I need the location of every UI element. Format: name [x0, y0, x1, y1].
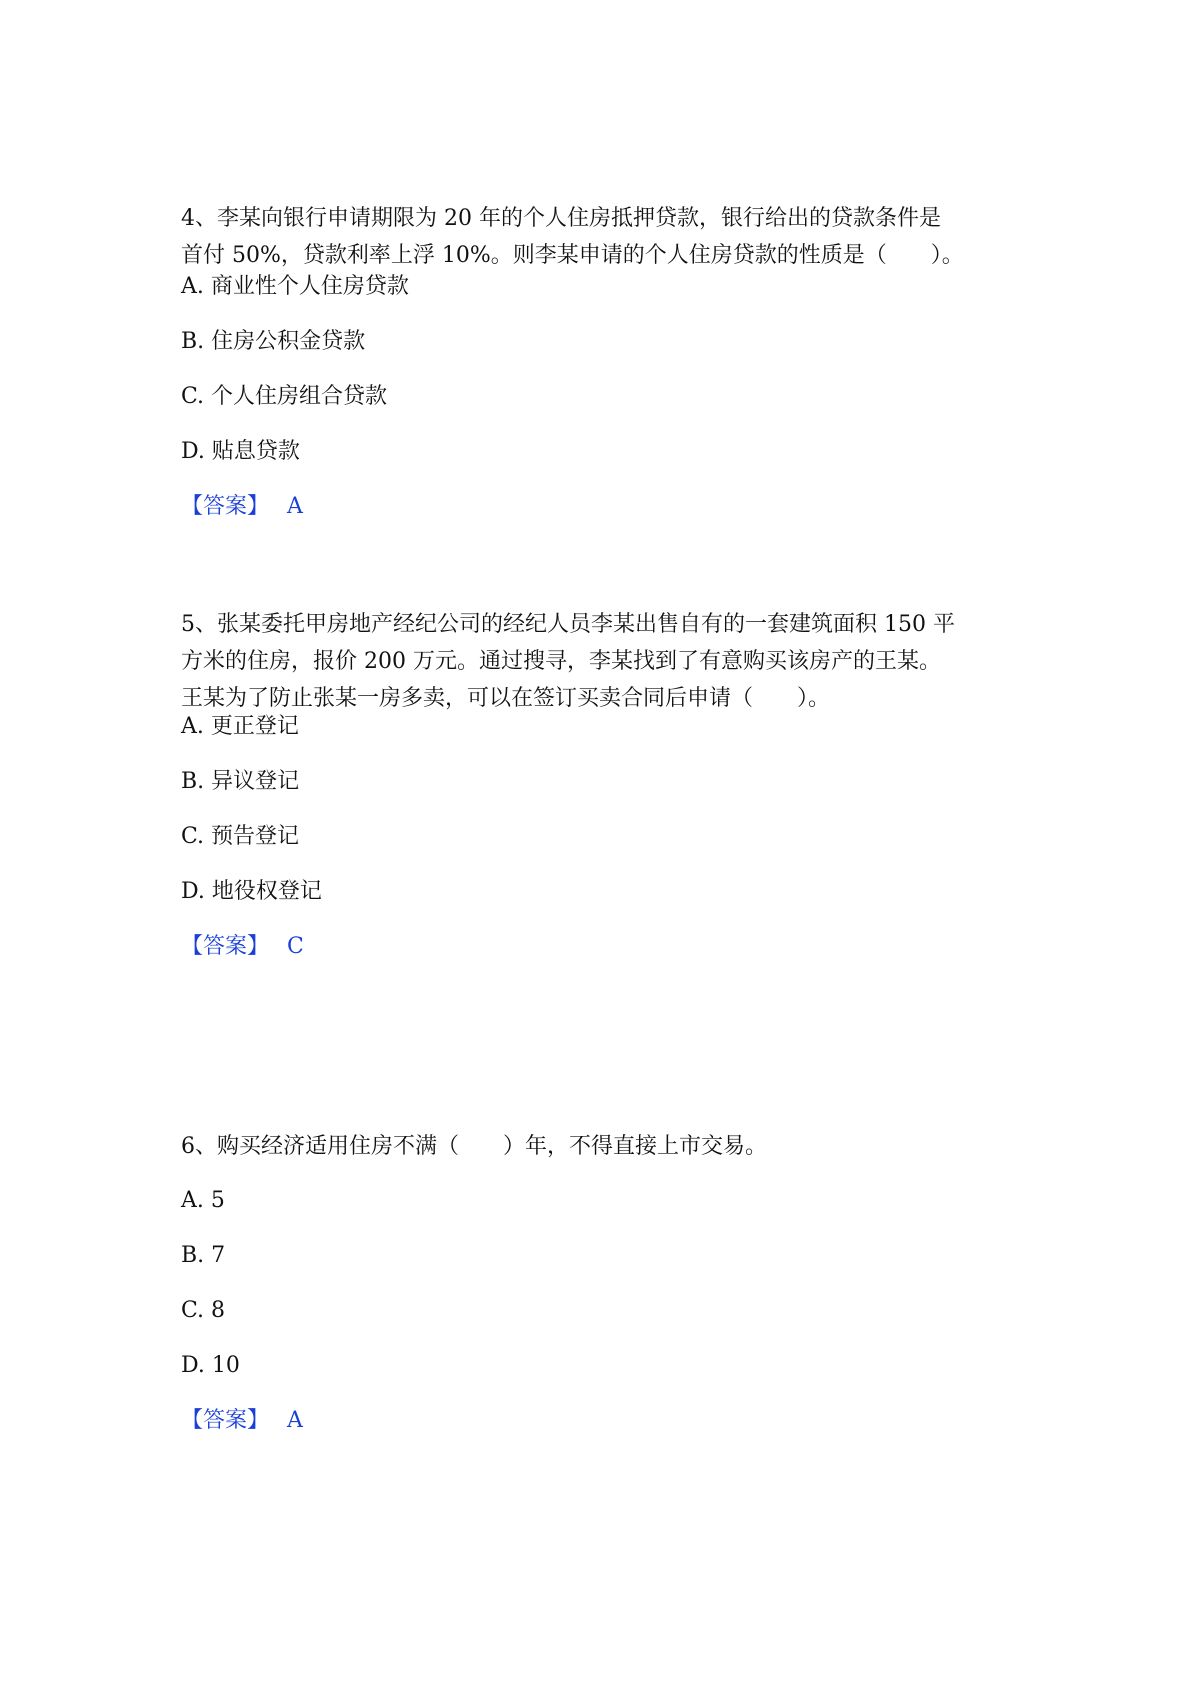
option-a: A. 5 [181, 1188, 225, 1213]
answer-label: 【答案】 [181, 494, 270, 519]
option-b: B. 异议登记 [181, 769, 300, 794]
stem-line: 4、李某向银行申请期限为 20 年的个人住房抵押贷款，银行给出的贷款条件是 [181, 206, 941, 231]
answer-value: C [287, 934, 304, 959]
option-b: B. 住房公积金贷款 [181, 329, 366, 354]
option-d: D. 地役权登记 [181, 879, 322, 904]
answer-value: A [287, 494, 303, 519]
question-5 [181, 606, 1021, 959]
question-stem [181, 1128, 1021, 1165]
answer-value: A [287, 1408, 303, 1433]
stem-line: 方米的住房，报价 200 万元。通过搜寻，李某找到了有意购买该房产的王某。 [181, 649, 941, 674]
question-stem [181, 606, 1021, 717]
answer-line [181, 932, 304, 962]
option-c: C. 8 [181, 1298, 226, 1323]
option-c: C. 个人住房组合贷款 [181, 384, 388, 409]
question-6 [181, 1128, 1021, 1433]
option-d: D. 贴息贷款 [181, 439, 300, 464]
stem-line: 首付 50%，贷款利率上浮 10%。则李某申请的个人住房贷款的性质是（ ）。 [181, 243, 964, 268]
option-a: A. 商业性个人住房贷款 [181, 274, 409, 299]
answer-label: 【答案】 [181, 1408, 270, 1433]
answer-label: 【答案】 [181, 934, 270, 959]
option-b: B. 7 [181, 1243, 226, 1268]
option-d: D. 10 [181, 1353, 240, 1378]
answer-line [181, 492, 303, 522]
answer-line [181, 1406, 303, 1436]
stem-line: 5、张某委托甲房地产经纪公司的经纪人员李某出售自有的一套建筑面积 150 平 [181, 612, 955, 637]
option-c: C. 预告登记 [181, 824, 300, 849]
question-stem [181, 200, 1021, 274]
option-a: A. 更正登记 [181, 714, 299, 739]
stem-line: 6、购买经济适用住房不满（ ）年，不得直接上市交易。 [181, 1134, 767, 1159]
stem-line: 王某为了防止张某一房多卖，可以在签订买卖合同后申请（ ）。 [181, 686, 831, 711]
question-4 [181, 200, 1021, 519]
